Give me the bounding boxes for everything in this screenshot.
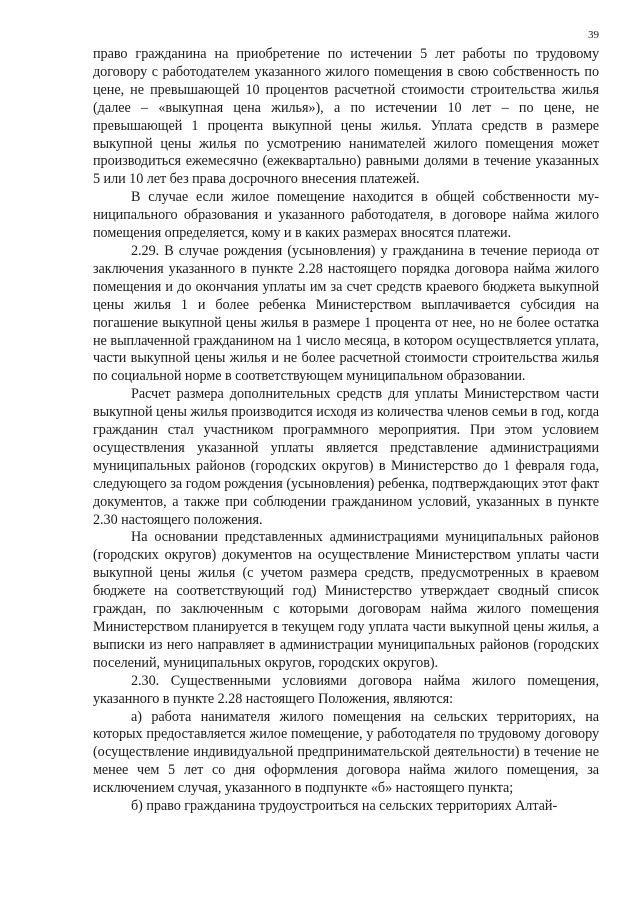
paragraph-2-29: 2.29. В случае рождения (усыновления) у гражданина в течение периода от заключения указанного в пункте 2.28 настоящего порядка договора найма жилого помещения и до окончания уплаты им за счет средств краевого бюджета выкупной цены жилья 1 и более ребенка Министерством выплачивается субсидия на погашение выкупной цены жилья в размере 1 процента от нее, но не более остатка не выплаченной гражданином на 1 число месяца, в котором осуществляется уплата, части выкупной цены жилья и не более расчетной стоимости строительства жилья по социальной норме в соответствующем муниципальном образовании. xyxy=(93,242,599,385)
document-body xyxy=(93,46,599,816)
paragraph-calculation: Расчет размера дополнительных средств для уплаты Министерством части выкупной цены жилья производится исходя из количества членов семьи в год, когда гражданин стал участником программного мероприятия. При этом условием осуществления указанной уплаты является представление администрациями муниципальных районов (городских округов) в Министерство до 1 февраля года, следующего за годом рождения (усыновления) ребенка, подтверждающих этот факт документов, а также при соблюдении гражданином условий, указанных в пункте 2.30 настоящего положения. xyxy=(93,386,599,528)
paragraph-ownership-right: право гражданина на приобретение по истечении 5 лет работы по трудовому договору с работодателем указанного жилого помещения в свою собственность по цене, не превышающей 10 процентов расчетной стоимости строительства жилья (далее – «выкупная цена жилья»), а по истечении 10 лет – по цене, не превышающей 1 процента выкупной цены жилья. Уплата средств в размере выкупной цены жилья по усмотрению нанимателей жилого помещения может производиться ежемесячно (ежеквартально) равными долями в течение указанных 5 или 10 лет без права досрочного внесения платежей. xyxy=(93,46,599,188)
page-number: 39 xyxy=(588,29,599,41)
paragraph-consolidated-list: На основании представленных администрациями муниципальных районов (городских округов) документов на осуществление Министерством уплаты части выкупной цены жилья (с учетом размера средств, предусмотренных в краевом бюджете на соответствующий год) Министерство утверждает сводный список граждан, по заключенным с которыми договорам найма жилого помещения Министерством планируется в текущем году уплата части выкупной цены жилья, а выписки из него направляет в администрации муниципальных районов (городских поселений, муниципальных округов, городских округов). xyxy=(93,529,599,671)
paragraph-shared-ownership: В случае если жилое помещение находится в общей собственности муниципального образования и указанного работодателя, в договоре найма жилого помещения определяется, кому и в каких размерах вносятся платежи. xyxy=(93,189,599,242)
paragraph-item-a: а) работа нанимателя жилого помещения на сельских территориях, на которых предоставляется жилое помещение, у работодателя по трудовому договору (осуществление индивидуальной предпринимательской деятельности) в течение не менее чем 5 лет со дня оформления договора найма жилого помещения, за исключением случая, указанного в подпункте «б» настоящего пункта; xyxy=(93,708,599,797)
paragraph-item-b: б) право гражданина трудоустроиться на сельских территориях Алтай- xyxy=(131,798,558,815)
paragraph-2-30: 2.30. Существенными условиями договора найма жилого помещения, указанного в пункте 2.28 настоящего Положения, являются: xyxy=(93,672,599,707)
